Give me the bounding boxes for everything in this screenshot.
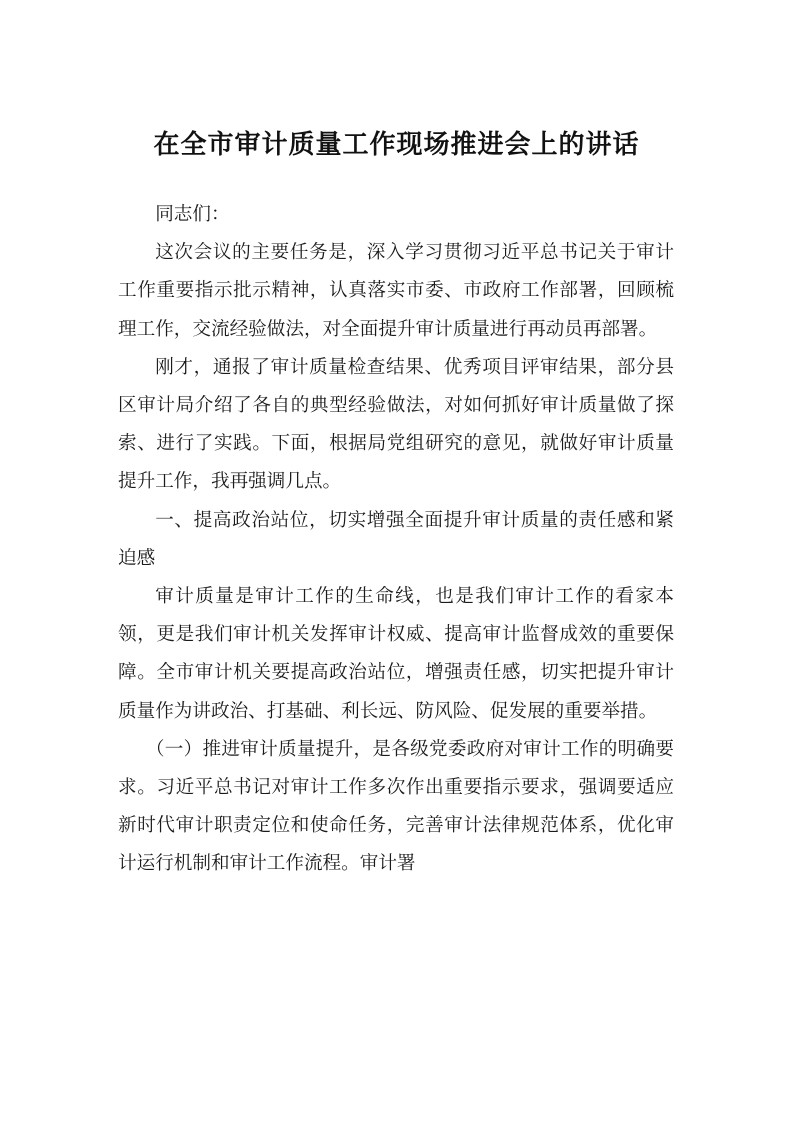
body-paragraph: 刚才，通报了审计质量检查结果、优秀项目评审结果，部分县区审计局介绍了各自的典型经验做法，对如何抓好审计质量做了探索、进行了实践。下面，根据局党组研究的意见，就做好审计质量提升工作，我再强调几点。 [118,356,674,493]
document-body [118,196,674,884]
subsection-paragraph: （一）推进审计质量提升，是各级党委政府对审计工作的明确要求。习近平总书记对审计工作多次作出重要指示要求，强调要适应新时代审计职责定位和使命任务，完善审计法律规范体系，优化审计运行机制和审计工作流程。审计署 [118,738,674,875]
salutation-paragraph: 同志们： [155,204,230,225]
document-title: 在全市审计质量工作现场推进会上的讲话 [153,130,640,160]
section-heading: 一、提高政治站位，切实增强全面提升审计质量的责任感和紧迫感 [118,509,674,569]
body-paragraph: 审计质量是审计工作的生命线，也是我们审计工作的看家本领，更是我们审计机关发挥审计权威、提高审计监督成效的重要保障。全市审计机关要提高政治站位，增强责任感，切实把提升审计质量作为讲政治、打基础、利长远、防风险、促发展的重要举措。 [118,586,674,722]
body-paragraph: 这次会议的主要任务是，深入学习贯彻习近平总书记关于审计工作重要指示批示精神，认真落实市委、市政府工作部署，回顾梳理工作，交流经验做法，对全面提升审计质量进行再动员再部署。 [118,242,674,340]
